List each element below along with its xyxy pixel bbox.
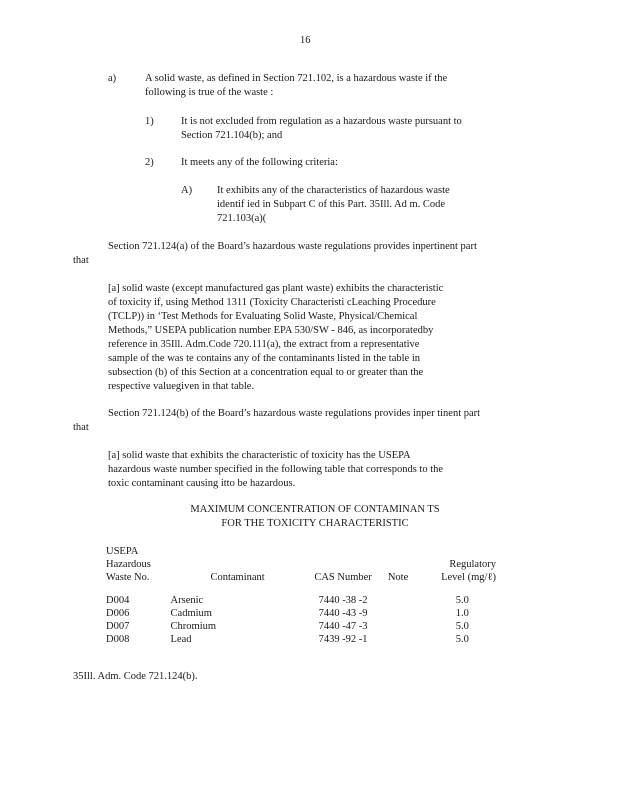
cell-cas-number: 7440 -43 -9 <box>318 608 368 619</box>
item-A-line3: 721.103(a)( <box>217 213 267 224</box>
table-row <box>106 594 496 607</box>
cell-waste-no: D008 <box>106 634 130 645</box>
item-1-line1: It is not excluded from regulation as a hazardous waste pursuant to <box>181 116 462 127</box>
item-2-text: It meets any of the following criteria: <box>181 157 338 168</box>
para-124b-line2: that <box>73 422 89 433</box>
quote-124a-line: Methods,” USEPA publication number EPA 530/SW - 846, as incorporatedby <box>108 325 434 336</box>
table-row <box>106 607 496 620</box>
cell-cas-number: 7440 -38 -2 <box>318 595 368 606</box>
header-regulatory-level <box>415 545 496 584</box>
table-row <box>106 633 496 646</box>
cell-waste-no: D007 <box>106 621 130 632</box>
header-waste-no-line1: USEPA <box>106 546 139 557</box>
quote-124b-line: hazardous waste number specified in the following table that corresponds to the <box>108 464 444 475</box>
table-title-line1: MAXIMUM CONCENTRATION OF CONTAMINAN TS <box>190 504 440 515</box>
cell-cas-number: 7440 -47 -3 <box>318 621 368 632</box>
table-title-line2: FOR THE TOXICITY CHARACTERISTIC <box>221 518 409 529</box>
item-1-text <box>181 115 503 143</box>
item-a-text <box>145 72 491 100</box>
item-1-line2: Section 721.104(b); and <box>181 130 283 141</box>
cell-note <box>382 607 415 620</box>
quote-124b-line: [a] solid waste that exhibits the characteristic of toxicity has the USEPA <box>108 450 411 461</box>
item-a-line2: following is true of the waste : <box>145 87 274 98</box>
cell-regulatory-level: 5.0 <box>455 621 469 632</box>
cell-regulatory-level: 5.0 <box>455 595 469 606</box>
item-A-text <box>217 184 479 226</box>
header-waste-no-line2: Hazardous <box>106 559 151 570</box>
para-124b-line1: Section 721.124(b) of the Board’s hazardous waste regulations provides inper tinent part <box>108 408 481 419</box>
toxicity-table <box>106 545 496 646</box>
cell-regulatory-level: 1.0 <box>455 608 469 619</box>
quote-124a-line: (TCLP)) in ‘Test Methods for Evaluating Solid Waste, Physical/Chemical <box>108 311 418 322</box>
page-number: 16 <box>300 35 311 46</box>
item-A-line2: identif ied in Subpart C of this Part. 35Ill. Ad m. Code <box>217 199 446 210</box>
quote-124a <box>108 282 481 394</box>
quote-124a-line: reference in 35Ill. Adm.Code 720.111(a), the extract from a representative <box>108 339 420 350</box>
quote-124a-line: respective valuegiven in that table. <box>108 381 255 392</box>
header-waste-no <box>106 545 171 584</box>
table-header <box>106 545 496 594</box>
item-a-line1: A solid waste, as defined in Section 721.102, is a hazardous waste if the <box>145 73 448 84</box>
table-row <box>106 620 496 633</box>
cell-note <box>382 620 415 633</box>
quote-124a-line: [a] solid waste (except manufactured gas plant waste) exhibits the characteristic <box>108 283 444 294</box>
cell-regulatory-level: 5.0 <box>455 634 469 645</box>
cell-cas-number: 7439 -92 -1 <box>318 634 368 645</box>
para-124a-line2: that <box>73 255 89 266</box>
cell-contaminant: Chromium <box>170 621 217 632</box>
item-a-label: a) <box>108 73 117 84</box>
cell-contaminant: Cadmium <box>170 608 212 619</box>
item-1-label: 1) <box>145 116 154 127</box>
cell-note <box>382 594 415 607</box>
item-A-line1: It exhibits any of the characteristics of hazardous waste <box>217 185 450 196</box>
para-124a-line1: Section 721.124(a) of the Board’s hazardous waste regulations provides inpertinent part <box>108 241 477 252</box>
item-2-label: 2) <box>145 157 154 168</box>
header-contaminant: Contaminant <box>210 572 265 583</box>
cell-waste-no: D006 <box>106 608 130 619</box>
cell-waste-no: D004 <box>106 595 130 606</box>
cell-contaminant: Lead <box>170 634 192 645</box>
quote-124b <box>108 449 492 491</box>
header-level-line2: Level (mg/ℓ) <box>441 572 496 583</box>
header-level-line1: Regulatory <box>449 559 496 570</box>
cell-note <box>382 633 415 646</box>
header-waste-no-line3: Waste No. <box>106 572 150 583</box>
item-A-label: A) <box>181 185 193 196</box>
citation: 35Ill. Adm. Code 721.124(b). <box>73 671 198 682</box>
cell-contaminant: Arsenic <box>170 595 204 606</box>
header-note: Note <box>387 572 409 583</box>
header-cas-number: CAS Number <box>314 572 372 583</box>
quote-124a-line: of toxicity if, using Method 1311 (Toxicity Characteristi cLeaching Procedure <box>108 297 436 308</box>
quote-124a-line: sample of the was te contains any of the contaminants listed in the table in <box>108 353 421 364</box>
quote-124b-line: toxic contaminant causing itto be hazardous. <box>108 478 296 489</box>
quote-124a-line: subsection (b) of this Section at a concentration equal to or greater than the <box>108 367 424 378</box>
